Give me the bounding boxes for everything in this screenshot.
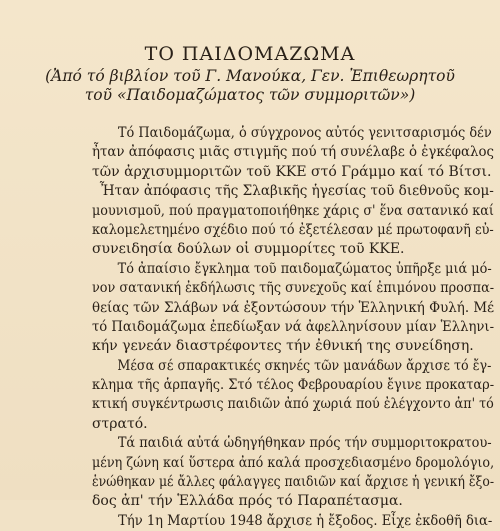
text-line: νον σατανική ἐκδήλωσις τῆς συνεχοῦς καί ἐπιμόνου προσπα- <box>92 280 495 297</box>
text-line: μένη ζώνη καί ὕστερα ἀπό καλά προσχεδιασμένο δρομολόγιο, <box>92 454 495 471</box>
text-line: Τό Παιδομάζωμα, ὁ σύγχρονος αὐτός γενιτσαρισμός δέν <box>117 125 492 141</box>
paragraph-5 <box>92 434 495 512</box>
text-line: Ἦταν ἀπόφασις τῆς Σλαβικῆς ἡγεσίας τοῦ διεθνοῦς κομ- <box>99 183 494 200</box>
paragraph-2 <box>92 182 492 260</box>
paragraph-6 <box>92 512 492 531</box>
text-line: τό Παιδομάζωμα ἐπεδίωξαν νά ἀφελληνίσουν μίαν Ἑλληνι- <box>92 318 495 335</box>
text-line: ἦταν ἀπόφασις μιᾶς στιγμῆς πού τή συνέλαβε ὁ ἐγκέφαλος <box>92 144 494 161</box>
text-line: συνειδησία δούλων οἱ συμμορίτες τοῦ ΚΚΕ. <box>92 241 405 258</box>
text-line: μουνισμοῦ, πού πραγματοποιήθηκε χάρις σ' ἕνα σατανικό καί <box>92 202 494 219</box>
text-line: κτική συγκέντρωσις παιδιῶν ἀπό χωριά πού ἐλέγχοντο ἀπ' τό <box>92 396 494 413</box>
text-line: ἑνώθηκαν μέ ἄλλες φάλαγγες παιδιῶν καί ἄρχισε ἡ γενική ἔξο- <box>92 474 495 491</box>
subtitle-line-2: τοῦ «Παιδομαζώματος τῶν συμμοριτῶν») <box>84 86 416 104</box>
text-line: Τό ἀπαίσιο ἔγκλημα τοῦ παιδομαζώματος ὑπῆρξε μιά μό- <box>117 260 492 277</box>
text-line: δος ἀπ' τήν Ἑλλάδα πρός τό Παραπέτασμα. <box>92 493 403 510</box>
text-line: στρατό. <box>92 415 148 432</box>
body-text <box>92 124 495 531</box>
subtitle-line-1: (Ἀπό τό βιβλίον τοῦ Γ. Μανούκα, Γεν. Ἐπιθεωρητοῦ <box>45 67 455 85</box>
paragraph-3 <box>92 260 495 357</box>
text-line: κλημα τῆς ἁρπαγῆς. Στό τέλος Φεβρουαρίου ἔγινε προκαταρ- <box>92 377 495 394</box>
paragraph-4 <box>92 357 495 435</box>
text-line: Τήν 1η Μαρτίου 1948 ἄρχισε ἡ ἔξοδος. Εἶχε ἐκδοθῆ δια- <box>118 512 493 529</box>
text-line: τῶν ἀρχισυμμοριτῶν τοῦ ΚΚΕ στό Γράμμο καί τό Βίτσι. <box>92 163 492 180</box>
text-line: κήν γενεάν διαστρέφοντες τήν ἐθνική της συνείδηση. <box>92 338 474 355</box>
text-line: Τά παιδιά αὐτά ὡδηγήθηκαν πρός τήν συμμοριτοκρατου- <box>117 435 492 452</box>
text-line: θείας τῶν Σλάβων νά ἐξοντώσουν τήν Ἑλληνική Φυλή. Μέ <box>92 299 495 316</box>
text-line: Μέσα σέ σπαρακτικές σκηνές τῶν μανάδων ἄρχισε τό ἔγ- <box>117 357 492 374</box>
page-title: ΤΟ ΠΑΙΔΟΜΑΖΩΜΑ <box>144 43 356 65</box>
text-line: καλομελετημένο σχέδιο πού τό ἐξετέλεσαν μέ πρωτοφανῆ εὐ- <box>92 221 494 238</box>
paragraph-1 <box>92 124 492 182</box>
